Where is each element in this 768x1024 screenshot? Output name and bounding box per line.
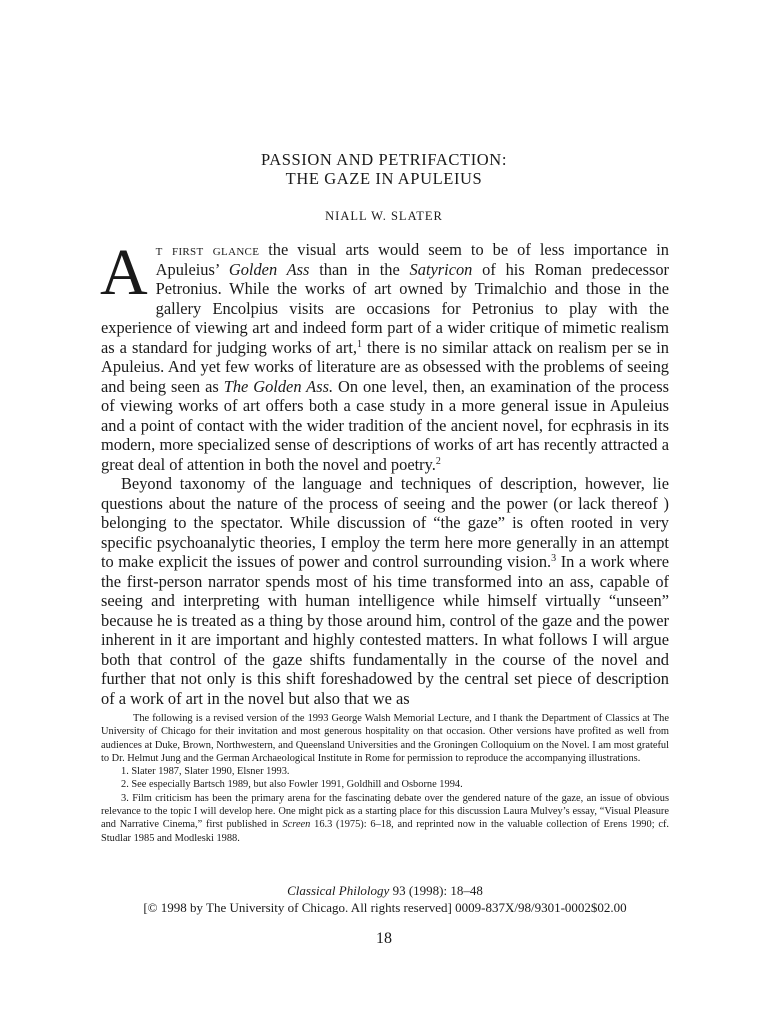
journal-volume: 93 (1998): 18–48 [389,883,483,898]
text-run: In a work where the first-person narrator spends most of his time transformed into an ass, capable of seeing and interpreting with human intelligence while himself virtually “unseen” because he is treated as a thing by those around him, control of the gaze and the power inherent in it are important and highly contested matters. In what follows I will argue both that control of the gaze shifts fundamentally in the course of the novel and further that not only is this shift foreshadowed by the central set piece of description of a work of art in the novel but also that we as [101,552,670,708]
italic-title: Screen [282,819,311,831]
article-title [0,150,768,188]
italic-title: The Golden Ass. [223,376,334,396]
paragraph-2 [101,474,669,708]
drop-cap: A [100,236,148,309]
unnumbered-note: The following is a revised version of the 1993 George Walsh Memorial Lecture, and I thank the Department of Classics at The University of Chicago for their invitation and most generous hospitality on that occasion. Other versions have profited as well from audiences at Duke, Brown, Northwestern, and Queensland Universities and the Groningen Colloquium on the Novel. I am most grateful to Dr. Helmut Jung and the German Archaeological Institute in Rome for permission to reproduce the accompanying illustrations. [101,713,669,764]
text-run: On one level, then, an examination of the process of viewing works of art offers both a case study in a more general issue in Apuleius and a point of contact with the wider tradition of the ancient novel, for ecphrasis in its modern, more specialized sense of descriptions of works of art has recently attracted a great deal of attention in both the novel and poetry. [101,376,670,474]
paragraph-1 [100,236,670,474]
title-line-1: PASSION AND PETRIFACTION: [260,150,508,169]
footnote-1: 1. Slater 1987, Slater 1990, Elsner 1993. [121,766,290,778]
text-run: 16.3 (1975): 6–18, and reprinted now in the valuable collection of Erens 1990; cf. Studlar 1985 and Modleski 1988. [101,819,669,844]
journal-citation [101,883,669,899]
lead-in-smallcaps: t first glance [155,240,260,259]
footnote-ref: 2 [435,455,441,467]
article-body [100,236,670,708]
footnote-2: 2. See especially Bartsch 1989, but also Fowler 1991, Goldhill and Osborne 1994. [121,779,463,791]
text-run: the visual arts would seem to be of less importance in Apuleius’ [155,240,669,279]
footnote-ref: 3 [551,553,557,564]
text-run: of his Roman predecessor Petronius. While the works of art owned by Trimalchio and those in the gallery Encolpius visits are occasions for Petronius to play with the experience of viewing art and indeed form part of a wider critique of mimetic realism as a standard for judging works of art, [101,259,669,357]
text-run: 3. Film criticism has been the primary arena for the fascinating debate over the gendered nature of the gaze, an issue of obvious relevance to the topic I will develop here. One might pick as a starting place for this discussion Laura Mulvey’s essay, “Visual Pleasure and Narrative Cinema,” first published in [101,792,669,831]
italic-title: Golden Ass [228,259,310,279]
text-run: there is no similar attack on realism per se in Apuleius. And yet few works of literature are as obsessed with the problems of seeing and being seen as [101,337,669,396]
footnote-ref: 1 [356,338,362,350]
italic-title: Satyricon [409,259,473,279]
journal-name: Classical Philology [287,883,390,898]
text-run: than in the [309,259,410,279]
author-name: NIALL W. SLATER [325,209,443,223]
copyright-line: [© 1998 by The University of Chicago. All rights reserved] 0009-837X/98/9301-0002$02.00 [143,900,627,915]
title-line-2: THE GAZE IN APULEIUS [285,169,483,188]
page-number: 18 [376,930,392,947]
footnotes [101,712,669,845]
footnote-3 [101,792,669,845]
text-run: Beyond taxonomy of the language and techniques of description, however, lie questions about the nature of the process of seeing and the power (or lack thereof ) belonging to the spectator. While discussion of “the gaze” is often rooted in very specific psychoanalytic theories, I employ the term here more generally in an attempt to make explicit the issues of power and control surrounding vision. [101,474,669,571]
